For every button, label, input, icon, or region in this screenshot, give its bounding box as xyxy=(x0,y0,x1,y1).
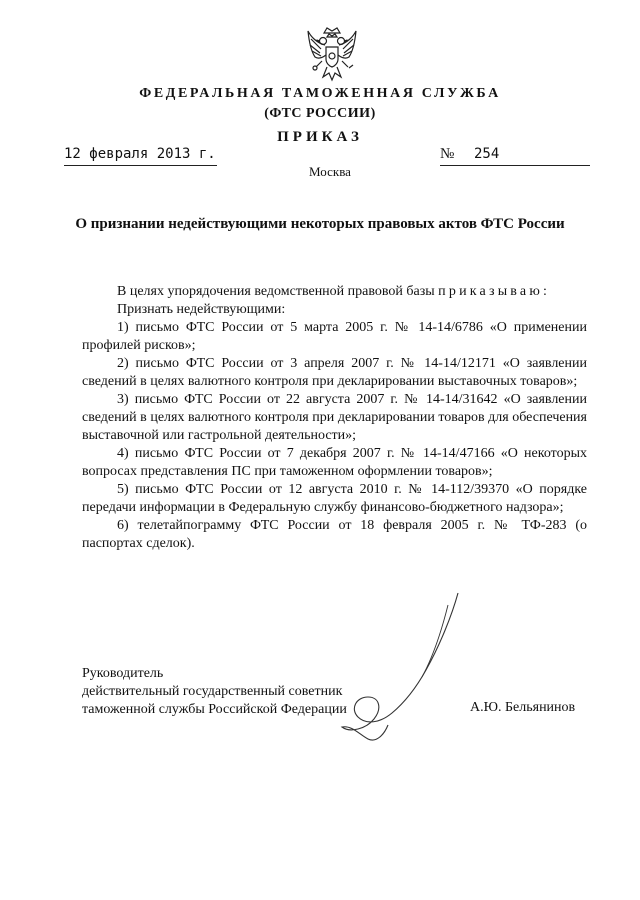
intro-text: В целях упорядочения ведомственной правовой базы xyxy=(117,284,435,299)
signatory-position xyxy=(82,665,347,719)
signatory-line-1: Руководитель xyxy=(82,666,164,681)
signer-name: А.Ю. Бельянинов xyxy=(470,700,576,715)
number-label: № xyxy=(440,146,455,162)
agency-short-name: (ФТС РОССИИ) xyxy=(264,106,376,121)
list-item: 2) письмо ФТС России от 3 апреля 2007 г. № 14-14/12171 «О заявлении сведений в целях валютного контроля при декларировании выставочных товаров»; xyxy=(82,356,587,389)
declare-line: Признать недействующими: xyxy=(117,302,286,317)
list-item: 4) письмо ФТС России от 7 декабря 2007 г. № 14-14/47166 «О некоторых вопросах представления ПС при таможенном оформлении товаров»; xyxy=(82,446,587,479)
document-number: 254 xyxy=(474,146,500,162)
handwritten-signature-icon xyxy=(330,585,480,745)
russian-coat-of-arms-icon xyxy=(305,25,359,83)
document-title: О признании недействующими некоторых правовых актов ФТС России xyxy=(75,216,565,232)
signatory-line-3: таможенной службы Российской Федерации xyxy=(82,702,347,717)
intro-paragraph xyxy=(82,283,587,301)
agency-name: ФЕДЕРАЛЬНАЯ ТАМОЖЕННАЯ СЛУЖБА xyxy=(139,86,501,101)
document-body xyxy=(82,283,587,553)
city: Москва xyxy=(309,164,351,179)
list-item: 3) письмо ФТС России от 22 августа 2007 г. № 14-14/31642 «О заявлении сведений в целях валютного контроля при декларировании товаров для обеспечения выставочной или гастрольной деятельности»; xyxy=(82,392,587,443)
list-item: 6) телетайпограмму ФТС России от 18 февраля 2005 г. № ТФ-283 (о паспортах сделок). xyxy=(82,518,587,551)
document-type: ПРИКАЗ xyxy=(277,129,363,145)
list-item: 5) письмо ФТС России от 12 августа 2010 г. № 14-112/39370 «О порядке передачи информации в Федеральную службу финансово-бюджетного надзора»; xyxy=(82,482,587,515)
document-date: 12 февраля 2013 г. xyxy=(64,146,216,162)
list-item: 1) письмо ФТС России от 5 марта 2005 г. № 14-14/6786 «О применении профилей рисков»; xyxy=(82,320,587,353)
signatory-line-2: действительный государственный советник xyxy=(82,684,343,699)
intro-verb: приказываю: xyxy=(438,284,551,299)
